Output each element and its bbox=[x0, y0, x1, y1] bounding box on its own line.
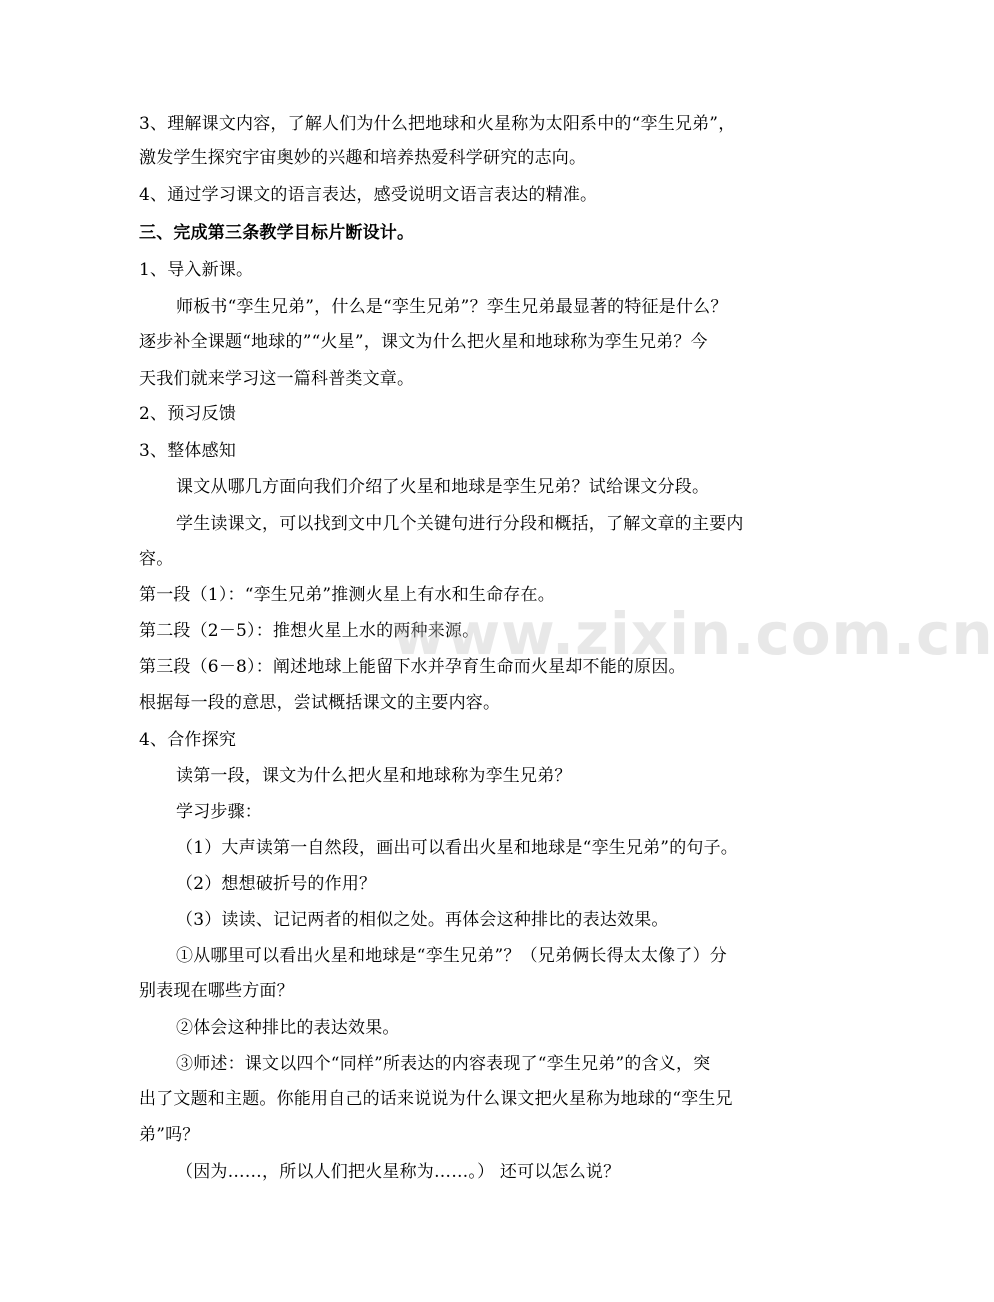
text-line: 天我们就来学习这一篇科普类文章。 bbox=[139, 369, 415, 389]
text-line: 激发学生探究宇宙奥妙的兴趣和培养热爱科学研究的志向。 bbox=[139, 148, 587, 168]
text-line: 课文从哪几方面向我们介绍了火星和地球是孪生兄弟？试给课文分段。 bbox=[176, 477, 710, 497]
text-line: 读第一段，课文为什么把火星和地球称为孪生兄弟？ bbox=[176, 766, 572, 786]
text-line: 第三段（6－8）：阐述地球上能留下水并孕育生命而火星却不能的原因。 bbox=[139, 657, 686, 677]
text-line: 2、预习反馈 bbox=[139, 404, 237, 424]
text-line: 1、导入新课。 bbox=[139, 260, 254, 280]
text-line: 容。 bbox=[139, 549, 174, 569]
text-line: ①从哪里可以看出火星和地球是“孪生兄弟”？（兄弟俩长得太太像了）分 bbox=[176, 946, 727, 966]
text-line: 根据每一段的意思，尝试概括课文的主要内容。 bbox=[139, 693, 501, 713]
text-line: 别表现在哪些方面？ bbox=[139, 981, 294, 1001]
text-line: （1）大声读第一自然段，画出可以看出火星和地球是“孪生兄弟”的句子。 bbox=[176, 838, 738, 858]
text-line: （因为……，所以人们把火星称为……。） 还可以怎么说？ bbox=[176, 1162, 621, 1182]
text-line: 学习步骤： bbox=[176, 802, 262, 822]
text-line: ③师述：课文以四个“同样”所表达的内容表现了“孪生兄弟”的含义，突 bbox=[176, 1054, 711, 1074]
text-line: 弟”吗？ bbox=[139, 1125, 200, 1145]
text-line: 4、通过学习课文的语言表达，感受说明文语言表达的精准。 bbox=[139, 185, 598, 205]
text-line: 3、理解课文内容，了解人们为什么把地球和火星称为太阳系中的“孪生兄弟”， bbox=[139, 114, 736, 134]
text-line: 师板书“孪生兄弟”，什么是“孪生兄弟”？孪生兄弟最显著的特征是什么？ bbox=[176, 297, 728, 317]
text-line: 第一段（1）：“孪生兄弟”推测火星上有水和生命存在。 bbox=[139, 585, 555, 605]
section-heading: 三、完成第三条教学目标片断设计。 bbox=[139, 223, 415, 243]
text-line: 逐步补全课题“地球的”“火星”，课文为什么把火星和地球称为孪生兄弟？今 bbox=[139, 332, 708, 352]
text-line: 4、合作探究 bbox=[139, 730, 237, 750]
text-line: 第二段（2－5）：推想火星上水的两种来源。 bbox=[139, 621, 480, 641]
watermark-text: www.zixin.com.cn bbox=[392, 600, 994, 668]
text-line: ②体会这种排比的表达效果。 bbox=[176, 1018, 400, 1038]
text-line: 3、整体感知 bbox=[139, 441, 237, 461]
text-line: （2）想想破折号的作用？ bbox=[176, 874, 377, 894]
text-line: 出了文题和主题。你能用自己的话来说说为什么课文把火星称为地球的“孪生兄 bbox=[139, 1089, 733, 1109]
text-line: （3）读读、记记两者的相似之处。再体会这种排比的表达效果。 bbox=[176, 910, 669, 930]
text-line: 学生读课文，可以找到文中几个关键句进行分段和概括，了解文章的主要内 bbox=[176, 514, 744, 534]
